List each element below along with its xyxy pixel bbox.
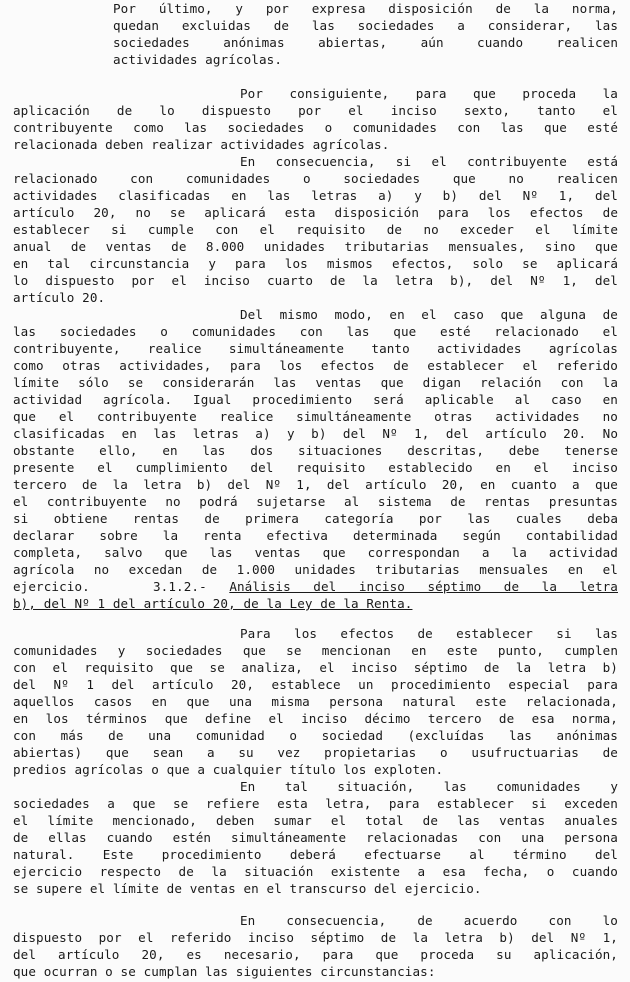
text-line: tercero de la letra b) del Nº 1, del artículo 20, en cuanto a que [13,477,618,492]
text-line: del Nº 1 del artículo 20, establece un procedimiento especial para [13,677,618,692]
text-line: las sociedades o comunidades con las que esté relacionado el [13,324,618,339]
text-line: comunidades y sociedades que se mencionan en este punto, cumplen [13,643,618,658]
paragraph-accordingly [13,912,618,980]
paragraph-for-the-purposes [13,625,618,778]
text-line: Para los efectos de establecer si las [240,626,618,641]
text-line: natural. Este procedimiento deberá efectuarse al término del [13,847,618,862]
text-line: artículo 20, no se aplicará esta disposición para los efectos de [13,205,618,220]
paragraph-consequently [13,85,618,153]
paragraph-excluded-companies [13,0,618,68]
text-line: el límite mencionado, deben sumar el total de las ventas anuales [13,813,618,828]
text-line: actividades agrícolas. [113,52,283,67]
text-line: se supere el límite de ventas en el transcurso del ejercicio. [13,881,482,896]
text-line: contribuyente, realice simultáneamente tanto actividades agrícolas [13,341,618,356]
text-line: del artículo 20, es necesario, para que proceda su aplicación, [13,947,618,962]
section-heading [13,578,618,612]
text-line: con el requisito que se analiza, el inciso séptimo de la letra b) [13,660,618,675]
text-line: como otras actividades, para los efectos de establecer el referido [13,358,618,373]
text-line: límite sólo se considerarán las ventas que digan relación con la [13,375,618,390]
text-line: sociedades anónimas abiertas, aún cuando realicen [113,35,618,50]
text-line: aquellos casos en que una misma persona natural este relacionada, [13,694,618,709]
section-title-part-1: Análisis del inciso séptimo de la letra [229,579,618,594]
text-line: actividades clasificadas en las letras a) y b) del Nº 1, del [13,188,618,203]
text-line: artículo 20. [13,290,106,305]
text-line: contribuyente como las sociedades o comunidades con las que esté [13,120,618,135]
text-line: agrícola no excedan de 1.000 unidades tributarias mensuales en el [13,562,618,577]
text-line: Del mismo modo, en el caso que alguna de [240,307,618,322]
text-line: ejercicio. [13,579,90,594]
paragraph-in-consequence [13,153,618,306]
text-line: en los términos que define el inciso décimo tercero de esa norma, [13,711,618,726]
section-title-part-2: b), del Nº 1 del artículo 20, de la Ley de la Renta. [13,596,413,611]
text-line: declarar sobre la renta efectiva determinada según contabilidad [13,528,618,543]
text-line: anual de ventas de 8.000 unidades tributarias mensuales, sino que [13,239,618,254]
text-line: ejercicio respecto de la situación existente a esa fecha, o cuando [13,864,618,879]
text-line: dispuesto por el referido inciso séptimo de la letra b) del Nº 1, [13,930,618,945]
text-line: Por último, y por expresa disposición de la norma, [113,1,618,16]
paragraph-likewise [13,306,618,595]
text-line: clasificadas en las letras a) y b) del Nº 1, del artículo 20. No [13,426,618,441]
text-line: aplicación de lo dispuesto por el inciso sexto, tanto el [13,103,618,118]
text-line: establecer si cumple con el requisito de no exceder el límite [13,222,618,237]
section-heading-line-2 [13,595,618,612]
text-line: el contribuyente no podrá sujetarse al sistema de rentas presuntas [13,494,618,509]
text-line: de ellas cuando estén simultáneamente relacionadas con una persona [13,830,618,845]
text-line: actividad agrícola. Igual procedimiento será aplicable al caso en [13,392,618,407]
text-line: completa, salvo que las ventas que correspondan a la actividad [13,545,618,560]
text-line: Por consiguiente, para que proceda la [240,86,618,101]
text-line: relacionado con comunidades o sociedades que no realicen [13,171,618,186]
text-line: abiertas) que sean a su vez propietarias o usufructuarias de [13,745,618,760]
text-line: obstante ello, en las dos situaciones descritas, debe tenerse [13,443,618,458]
paragraph-in-such-situation [13,778,618,897]
text-line: quedan excluidas de las sociedades a considerar, las [113,18,618,33]
text-line: si obtiene rentas de primera categoría por las cuales deba [13,511,618,526]
text-line: En consecuencia, si el contribuyente está [240,154,618,169]
section-heading-line-1 [13,578,618,595]
section-number: 3.1.2.- [153,579,207,594]
text-line: sociedades a que se refiere esta letra, para establecer si exceden [13,796,618,811]
text-line: relacionada deben realizar actividades agrícolas. [13,137,390,152]
text-line: en tal circunstancia y para los mismos efectos, solo se aplicará [13,256,618,271]
text-line: En consecuencia, de acuerdo con lo [240,913,618,928]
text-line: En tal situación, las comunidades y [240,779,618,794]
text-line: que el contribuyente realice simultáneamente otras actividades no [13,409,618,424]
text-line: presente el cumplimiento del requisito establecido en el inciso [13,460,618,475]
text-line: que ocurran o se cumplan las siguientes circunstancias: [13,964,436,979]
text-line: con más de una comunidad o sociedad (excluídas las anónimas [13,728,618,743]
text-line: lo dispuesto por el inciso cuarto de la letra b), del Nº 1, del [13,273,618,288]
text-line: predios agrícolas o que a cualquier título los exploten. [13,762,444,777]
